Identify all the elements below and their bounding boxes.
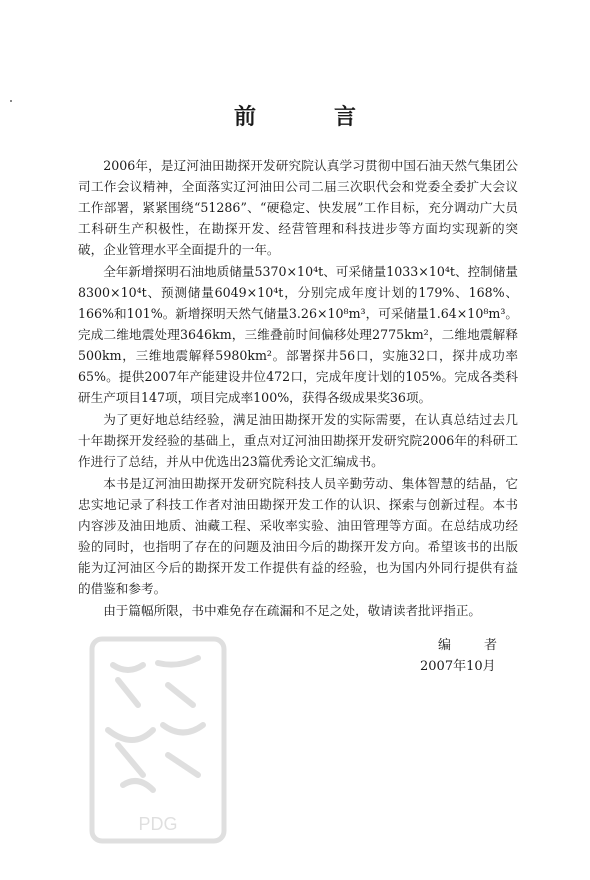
seal-stamp-icon [88, 635, 228, 845]
paragraph-3: 为了更好地总结经验，满足油田勘探开发的实际需要，在认真总结过去几十年勘探开发经验的基础上，重点对辽河油田勘探开发研究院2006年的科研工作进行了总结，并从中优选出23篇优秀论文汇编成书。 [78, 412, 518, 469]
paragraph-1: 2006年，是辽河油田勘探开发研究院认真学习贯彻中国石油天然气集团公司工作会议精神，全面落实辽河油田公司二届三次职代会和党委全委扩大会议工作部署，紧紧围绕“51286”、“硬稳定、快发展”工作目标，充分调动广大员工科研生产积极性，在勘探开发、经营管理和科技进步等方面均实现新的突破，企业管理水平全面提升的一年。 [78, 158, 518, 257]
paragraph-4: 本书是辽河油田勘探开发研究院科技人员辛勤劳动、集体智慧的结晶，它忠实地记录了科技工作者对油田勘探开发工作的认识、探索与创新过程。本书内容涉及油田地质、油藏工程、采收率实验、油田管理等方面。在总结成功经验的同时，也指明了存在的问题及油田今后的勘探开发方向。希望该书的出版能为辽河油区今后的勘探开发工作提供有益的经验，也为国内外同行提供有益的借鉴和参考。 [78, 476, 518, 596]
signature-block [420, 635, 540, 677]
paragraph-5: 由于篇幅所限，书中难免存在疏漏和不足之处，敬请读者批评指正。 [103, 603, 481, 618]
page-title: 前 言 [233, 104, 384, 130]
date-label: 2007年10月 [420, 659, 496, 674]
paragraph-2: 全年新增探明石油地质储量5370×10⁴t、可采储量1033×10⁴t、控制储量8300×10⁴t、预测储量6049×10⁴t，分别完成年度计划的179%、168%、166%和101%。新增探明天然气储量3.26×10⁸m³，可采储量1.64×10⁸m³。完成二维地震处理3646km，三维叠前时间偏移处理2775km²，二维地震解释500km，三维地震解释5980km²。部署探井56口，实施32口，探井成功率65%。提供2007年产能建设井位472口，完成年度计划的105%。完成各类科研生产项目147项，项目完成率100%，获得各级成果奖36项。 [78, 264, 518, 405]
preface-body [78, 155, 518, 622]
seal-text: PDG [138, 814, 178, 834]
author-label: 编 者 [438, 638, 508, 653]
